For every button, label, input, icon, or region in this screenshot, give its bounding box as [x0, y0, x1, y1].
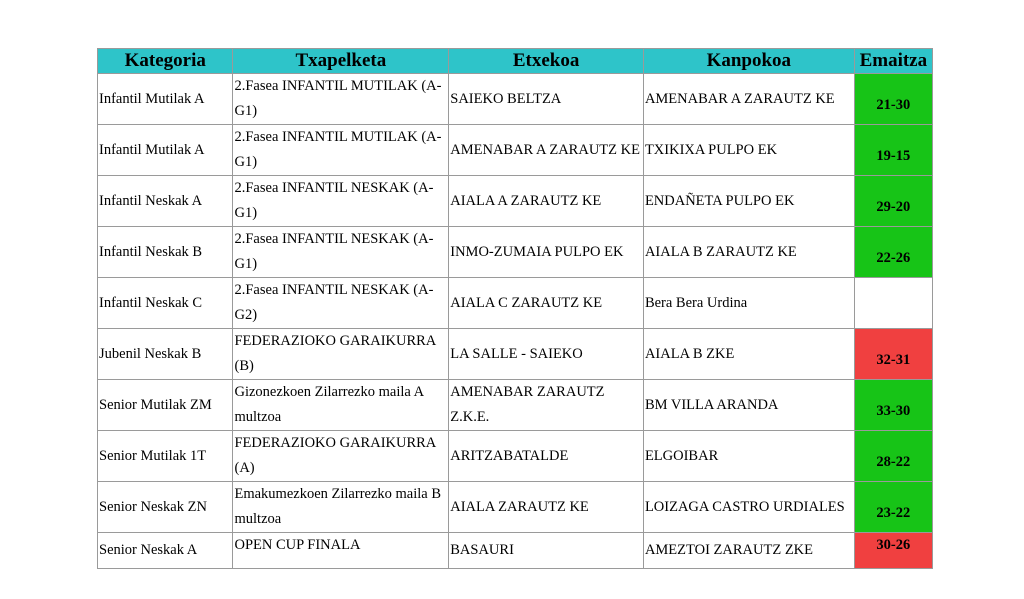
cell-kategoria: Infantil Neskak C [98, 278, 233, 329]
cell-txapelketa: 2.Fasea INFANTIL MUTILAK (A-G1) [233, 74, 449, 125]
cell-emaitza: 28-22 [854, 431, 932, 482]
table-row [98, 227, 933, 278]
cell-kategoria: Senior Mutilak 1T [98, 431, 233, 482]
cell-txapelketa: Gizonezkoen Zilarrezko maila A multzoa [233, 380, 449, 431]
table-row [98, 482, 933, 533]
cell-emaitza: 19-15 [854, 125, 932, 176]
cell-txapelketa: 2.Fasea INFANTIL NESKAK (A-G1) [233, 176, 449, 227]
header-txapelketa: Txapelketa [233, 49, 449, 74]
cell-kategoria: Senior Neskak A [98, 533, 233, 569]
cell-kanpokoa: ELGOIBAR [643, 431, 854, 482]
cell-etxekoa: SAIEKO BELTZA [449, 74, 644, 125]
cell-emaitza: 32-31 [854, 329, 932, 380]
table-row [98, 278, 933, 329]
cell-emaitza: 29-20 [854, 176, 932, 227]
cell-etxekoa: AIALA C ZARAUTZ KE [449, 278, 644, 329]
cell-etxekoa: AMENABAR ZARAUTZ Z.K.E. [449, 380, 644, 431]
cell-kanpokoa: ENDAÑETA PULPO EK [643, 176, 854, 227]
cell-kanpokoa: BM VILLA ARANDA [643, 380, 854, 431]
cell-emaitza [854, 278, 932, 329]
cell-etxekoa: AMENABAR A ZARAUTZ KE [449, 125, 644, 176]
cell-kategoria: Infantil Mutilak A [98, 125, 233, 176]
cell-kanpokoa: LOIZAGA CASTRO URDIALES [643, 482, 854, 533]
cell-kategoria: Senior Mutilak ZM [98, 380, 233, 431]
cell-etxekoa: INMO-ZUMAIA PULPO EK [449, 227, 644, 278]
cell-kategoria: Infantil Neskak B [98, 227, 233, 278]
cell-kategoria: Infantil Mutilak A [98, 74, 233, 125]
table-row [98, 533, 933, 569]
cell-kanpokoa: AIALA B ZARAUTZ KE [643, 227, 854, 278]
cell-emaitza: 22-26 [854, 227, 932, 278]
results-table [97, 48, 933, 569]
cell-emaitza: 30-26 [854, 533, 932, 569]
cell-kanpokoa: AMENABAR A ZARAUTZ KE [643, 74, 854, 125]
table-row [98, 125, 933, 176]
cell-etxekoa: AIALA A ZARAUTZ KE [449, 176, 644, 227]
cell-kategoria: Infantil Neskak A [98, 176, 233, 227]
header-emaitza: Emaitza [854, 49, 932, 74]
table-row [98, 329, 933, 380]
table-row [98, 74, 933, 125]
cell-etxekoa: ARITZABATALDE [449, 431, 644, 482]
cell-kategoria: Jubenil Neskak B [98, 329, 233, 380]
header-kategoria: Kategoria [98, 49, 233, 74]
cell-etxekoa: AIALA ZARAUTZ KE [449, 482, 644, 533]
header-etxekoa: Etxekoa [449, 49, 644, 74]
cell-kanpokoa: AIALA B ZKE [643, 329, 854, 380]
cell-txapelketa: OPEN CUP FINALA [233, 533, 449, 569]
cell-kategoria: Senior Neskak ZN [98, 482, 233, 533]
cell-emaitza: 33-30 [854, 380, 932, 431]
cell-etxekoa: LA SALLE - SAIEKO [449, 329, 644, 380]
cell-kanpokoa: Bera Bera Urdina [643, 278, 854, 329]
cell-txapelketa: 2.Fasea INFANTIL NESKAK (A-G2) [233, 278, 449, 329]
cell-txapelketa: Emakumezkoen Zilarrezko maila B multzoa [233, 482, 449, 533]
cell-emaitza: 21-30 [854, 74, 932, 125]
cell-etxekoa: BASAURI [449, 533, 644, 569]
cell-txapelketa: 2.Fasea INFANTIL MUTILAK (A-G1) [233, 125, 449, 176]
table-body [98, 74, 933, 569]
cell-emaitza: 23-22 [854, 482, 932, 533]
header-row [98, 49, 933, 74]
header-kanpokoa: Kanpokoa [643, 49, 854, 74]
cell-txapelketa: FEDERAZIOKO GARAIKURRA (B) [233, 329, 449, 380]
cell-kanpokoa: AMEZTOI ZARAUTZ ZKE [643, 533, 854, 569]
cell-txapelketa: 2.Fasea INFANTIL NESKAK (A-G1) [233, 227, 449, 278]
cell-kanpokoa: TXIKIXA PULPO EK [643, 125, 854, 176]
table-row [98, 431, 933, 482]
cell-txapelketa: FEDERAZIOKO GARAIKURRA (A) [233, 431, 449, 482]
table-row [98, 380, 933, 431]
table-row [98, 176, 933, 227]
